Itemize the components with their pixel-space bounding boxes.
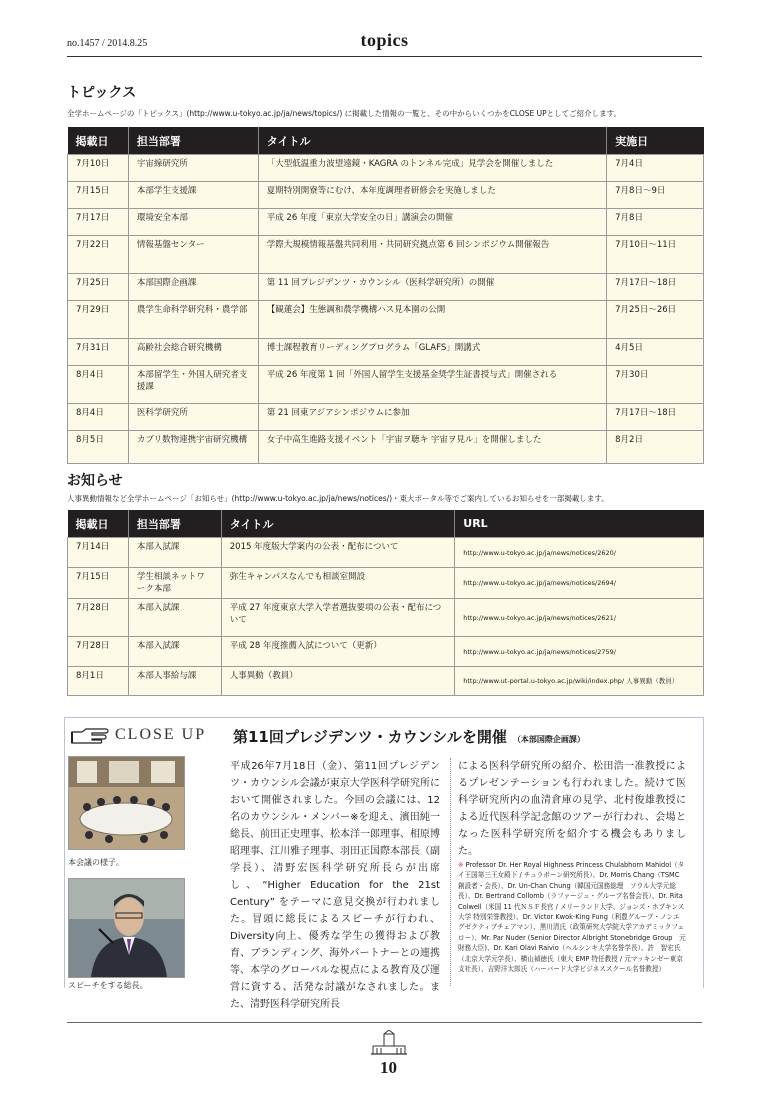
table-cell: 環境安全本部	[128, 209, 258, 236]
table-cell: 7月17日～18日	[607, 404, 704, 431]
notices-heading: お知らせ	[67, 473, 123, 489]
notices-table	[67, 510, 704, 696]
table-cell: 情報基盤センター	[128, 236, 258, 274]
table-cell: 農学生命科学研究科・農学部	[128, 301, 258, 339]
table-cell: 第 11 回プレジデンツ・カウンシル（医科学研究所）の開催	[258, 274, 606, 301]
table-cell[interactable]: http://www.ut-portal.u-tokyo.ac.jp/wiki/index.php/ 人事異動（教員）	[455, 667, 704, 696]
table-cell: 弥生キャンパスなんでも相談室開設	[221, 568, 455, 599]
table-cell: 本部入試課	[128, 538, 221, 568]
table-row	[68, 637, 704, 667]
table-cell: 4月5日	[607, 339, 704, 366]
table-cell: 8月4日	[68, 366, 129, 404]
table-cell: カブリ数物連携宇宙研究機構	[128, 431, 258, 464]
member-footnote	[458, 860, 686, 974]
closeup-title	[233, 726, 585, 747]
notices-header-row	[68, 510, 704, 538]
closeup-dept: （本部国際企画課）	[512, 735, 585, 744]
column-header: 掲載日	[68, 510, 129, 538]
closeup-body-col1: 平成26年7月18日（金）、第11回プレジデンツ・カウンシル会議が東京大学医科学研究所において開催されました。今回の会議には、12名のカウンシル・メンバー※を迎え、濱田純一総長、前田正史理事、松本洋一郎理事、相原博昭理事、江川雅子理事、羽田正国際本部長（副学長）、清野宏医科学研究所長らが出席し、“Higher Education for the 21st Century” をテーマに意見交換が行われました。冒頭に総長によるスピーチが行われ、Diversity向上、優秀な学生の獲得および教育、ブランディング、海外パートナーとの連携等、本学のグローバルな視点による教育及び運営に資する、活発な討議がなされました。また、清野医科学研究所長	[230, 761, 440, 1010]
table-cell: 博士課程教育リーディングプログラム「GLAFS」開講式	[258, 339, 606, 366]
table-cell: 本部入試課	[128, 599, 221, 637]
table-cell: 宇宙線研究所	[128, 155, 258, 182]
topics-heading: トピックス	[67, 85, 137, 101]
table-row	[68, 274, 704, 301]
table-cell: 7月14日	[68, 538, 129, 568]
table-cell: 7月30日	[607, 366, 704, 404]
table-cell: 本部学生支援課	[128, 182, 258, 209]
table-row	[68, 209, 704, 236]
table-cell: 女子中高生進路支援イベント「宇宙ヲ聴キ 宇宙ヲ見ル」を開催しました	[258, 431, 606, 464]
table-cell: 7月4日	[607, 155, 704, 182]
table-cell: 学際大規模情報基盤共同利用・共同研究拠点第 6 回シンポジウム開催報告	[258, 236, 606, 274]
topics-body	[68, 155, 704, 464]
table-cell: 学生相談ネットワーク本部	[128, 568, 221, 599]
notices-body	[68, 538, 704, 696]
table-cell: 7月28日	[68, 637, 129, 667]
column-header: 担当部署	[128, 127, 258, 155]
footnote-mark: ※	[458, 861, 464, 869]
table-cell: 平成 28 年度推薦入試について（更新）	[221, 637, 455, 667]
table-cell: 8月4日	[68, 404, 129, 431]
topics-table	[67, 127, 704, 464]
meeting-photo	[68, 756, 185, 850]
table-row	[68, 301, 704, 339]
table-cell: 本部留学生・外国人研究者支援課	[128, 366, 258, 404]
yasuda-auditorium-logo	[369, 1030, 409, 1056]
table-cell: 本部人事給与課	[128, 667, 221, 696]
column-header: タイトル	[221, 510, 455, 538]
column-header: URL	[455, 510, 704, 538]
table-cell: 7月8日	[607, 209, 704, 236]
table-cell[interactable]: http://www.u-tokyo.ac.jp/ja/news/notices/2694/	[455, 568, 704, 599]
table-cell: 7月31日	[68, 339, 129, 366]
page-number: 10	[380, 1058, 397, 1077]
table-cell: 7月15日	[68, 182, 129, 209]
table-cell[interactable]: http://www.u-tokyo.ac.jp/ja/news/notices/2620/	[455, 538, 704, 568]
table-row	[68, 404, 704, 431]
speech-photo	[68, 878, 185, 978]
table-cell: 8月5日	[68, 431, 129, 464]
table-row	[68, 155, 704, 182]
column-divider	[450, 758, 451, 986]
closeup-body-col2: による医科学研究所の紹介、松田浩一准教授によるプレゼンテーションも行われました。続けて医科学研究所内の血清倉庫の見学、北村俊雄教授による近代医科学記念館のツアーが行われ、会場となった医科学研究所を紹介する機会もありました。	[458, 761, 686, 857]
table-row	[68, 667, 704, 696]
table-row	[68, 339, 704, 366]
table-cell: 7月8日～9日	[607, 182, 704, 209]
footer-rule	[67, 1022, 702, 1023]
topics-intro: 全学ホームページの「トピックス」(http://www.u-tokyo.ac.jp/ja/news/topics/) に掲載した情報の一覧と、その中からいくつかをCLOSE UPとしてご紹介します。	[67, 109, 622, 118]
table-cell: 「大型低温重力波望遠鏡・KAGRA のトンネル完成」見学会を開催しました	[258, 155, 606, 182]
column-header: 担当部署	[128, 510, 221, 538]
pointing-hand-icon	[71, 726, 109, 744]
closeup-label-text: CLOSE UP	[115, 726, 207, 743]
table-cell: 本部入試課	[128, 637, 221, 667]
topics-header-row	[68, 127, 704, 155]
meeting-photo-caption: 本会議の様子。	[68, 858, 124, 867]
table-cell: 7月17日～18日	[607, 274, 704, 301]
table-cell: 平成 26 年度「東京大学安全の日」講演会の開催	[258, 209, 606, 236]
table-cell: 第 21 回東アジアシンポジウムに参加	[258, 404, 606, 431]
closeup-section	[64, 717, 704, 1010]
table-cell: 7月10日～11日	[607, 236, 704, 274]
table-cell: 7月15日	[68, 568, 129, 599]
table-row	[68, 568, 704, 599]
table-cell: 7月17日	[68, 209, 129, 236]
table-cell: 7月25日	[68, 274, 129, 301]
table-row	[68, 599, 704, 637]
closeup-label	[71, 726, 206, 744]
table-row	[68, 366, 704, 404]
table-cell: 7月22日	[68, 236, 129, 274]
table-cell: 2015 年度版大学案内の公表・配布について	[221, 538, 455, 568]
issue-number: no.1457 / 2014.8.25	[67, 38, 148, 49]
table-cell: 7月10日	[68, 155, 129, 182]
table-cell: 本部国際企画課	[128, 274, 258, 301]
speech-photo-caption: スピーチをする総長。	[68, 981, 148, 990]
table-cell: 平成 27 年度東京大学入学者選抜要項の公表・配布について	[221, 599, 455, 637]
column-header: 掲載日	[68, 127, 129, 155]
table-cell: 8月2日	[607, 431, 704, 464]
table-cell: 人事異動（教員）	[221, 667, 455, 696]
footnote-text: Professor Dr. Her Royal Highness Princess Chulabhorn Mahidol（タイ王国第三王女殿下 / チュラボーン研究所長）、Dr. Morris Chang（TSMC 創設者・会長）、Dr. Un-Chan Chung（韓国元国務総理 ソウル大学元総長）、Dr. Bertrand Collomb（ラファージュ・グループ名誉会長）、Dr. Rita Colwell（米国 11 代ＮＳＦ長官 / メリーランド大学、ジョンズ・ホプキンス大学 特別栄誉教授）、Dr. Victor Kwok-King Fung（利豊グループ・ノンエグゼクティブチェアマン）、黒川清氏（政策研究大学院大学アカデミックフェロー）、Mr. Par Nuder (Senior Director Albright Stonebridge Group 元財務大臣)、Dr. Kari Olavi Raivio（ヘルシンキ大学名誉学長）、許 智宏氏（北京大学元学長）、横山禎徳氏（東大 EMP 特任教授 / 元マッキンゼー東京支社長）、吉野洋太郎氏（ハーバード大学ビジネススクール名誉教授）	[458, 861, 686, 974]
closeup-title-text: 第11回プレジデンツ・カウンシルを開催	[233, 728, 507, 746]
page-header	[67, 30, 702, 57]
table-cell[interactable]: http://www.u-tokyo.ac.jp/ja/news/notices/2621/	[455, 599, 704, 637]
table-cell: 7月29日	[68, 301, 129, 339]
table-cell[interactable]: http://www.u-tokyo.ac.jp/ja/news/notices/2759/	[455, 637, 704, 667]
table-cell: 平成 26 年度第 1 回「外国人留学生支援基金奨学生証書授与式」開催される	[258, 366, 606, 404]
notices-intro: 人事異動情報など全学ホームページ「お知らせ」(http://www.u-tokyo.ac.jp/ja/news/notices/)・東大ポータル等でご案内しているお知らせを一部掲載します。	[67, 494, 609, 503]
table-cell: 【観蓮会】生態調和農学機構ハス見本園の公開	[258, 301, 606, 339]
section-title: topics	[360, 30, 409, 50]
table-cell: 7月28日	[68, 599, 129, 637]
table-cell: 高齢社会総合研究機構	[128, 339, 258, 366]
table-row	[68, 431, 704, 464]
table-cell: 医科学研究所	[128, 404, 258, 431]
table-cell: 8月1日	[68, 667, 129, 696]
table-cell: 7月25日～26日	[607, 301, 704, 339]
column-header: 実施日	[607, 127, 704, 155]
table-row	[68, 236, 704, 274]
table-cell: 夏期特別開寮等にむけ、本年度調理者研修会を実施しました	[258, 182, 606, 209]
table-row	[68, 182, 704, 209]
column-header: タイトル	[258, 127, 606, 155]
table-row	[68, 538, 704, 568]
